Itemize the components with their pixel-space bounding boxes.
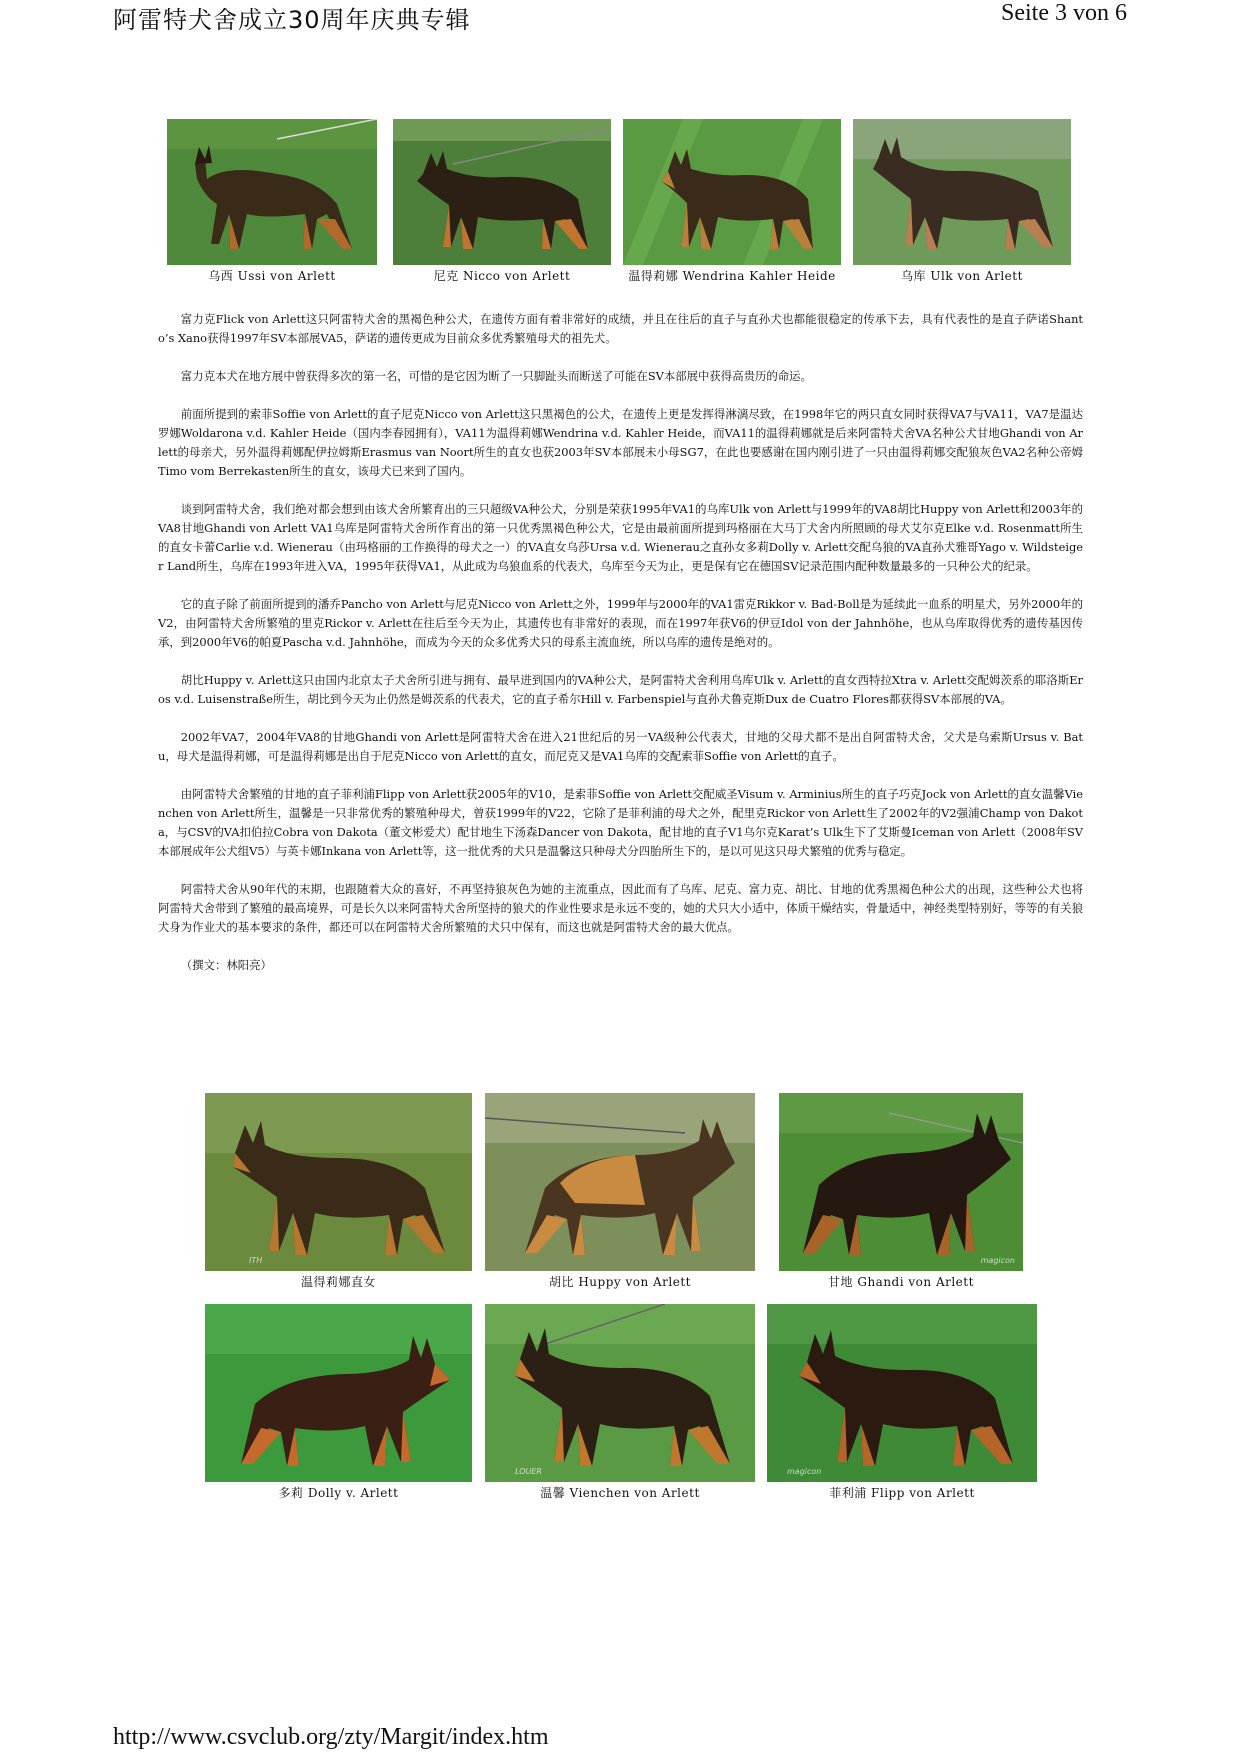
dog-photo-image <box>485 1304 755 1482</box>
photo-caption: 尼克 Nicco von Arlett <box>433 269 571 283</box>
dog-photo-image <box>779 1093 1023 1271</box>
article-paragraph: 2002年VA7，2004年VA8的甘地Ghandi von Arlett是阿雷特犬舍在进入21世纪后的另一VA级种公代表犬，甘地的父母犬都不是出自阿雷特犬舍，父犬是乌索斯Ursus v. Batu，母犬是温得莉娜，可是温得莉娜是出自于尼克Nicco von Arlett的直女，而尼克又是VA1乌库的交配索菲Soffie von Arlett的直子。 <box>158 730 1083 763</box>
dog-photo-image <box>205 1093 472 1271</box>
photo-caption: 温馨 Vienchen von Arlett <box>540 1486 700 1500</box>
article-body <box>158 310 1083 994</box>
article-paragraph: 富力克本犬在地方展中曾获得多次的第一名，可惜的是它因为断了一只脚趾头而断送了可能在SV本部展中获得高贵历的命运。 <box>180 369 812 383</box>
photo-dolly <box>205 1304 472 1501</box>
photo-caption: 胡比 Huppy von Arlett <box>549 1275 691 1289</box>
dog-photo-image <box>167 119 377 265</box>
dog-photo-image <box>853 119 1071 265</box>
dog-photo-image <box>767 1304 1037 1482</box>
article-paragraph: 前面所提到的索菲Soffie von Arlett的直子尼克Nicco von Arlett这只黑褐色的公犬，在遗传上更是发挥得淋漓尽致，在1998年它的两只直女同时获得VA7与VA11，VA7是温达罗娜Woldarona v.d. Kahler Heide（国内李春园拥有），VA11为温得莉娜Wendrina v.d. Kahler Heide，而VA11的温得莉娜就是后来阿雷特犬舍VA名种公犬甘地Ghandi von Arlett的母亲犬，另外温得莉娜配伊拉姆斯Erasmus van Noort所生的直女也获2003年SV本部展未小母SG7，在此也要感谢在国内刚引进了一只由温得莉娜交配狼灰色VA2名种公帝姆Timo vom Berrekasten所生的直女，该母犬已来到了国内。 <box>158 407 1083 478</box>
photo-caption: 乌库 Ulk von Arlett <box>901 269 1023 283</box>
photo-huppy <box>485 1093 755 1290</box>
photo-wendrina <box>623 119 841 284</box>
photo-wendrina-daughter <box>205 1093 472 1290</box>
dog-photo-image <box>623 119 841 265</box>
footer-url[interactable]: http://www.csvclub.org/zty/Margit/index.htm <box>113 1724 549 1750</box>
photo-caption: 乌西 Ussi von Arlett <box>208 269 336 283</box>
dog-photo-image <box>485 1093 755 1271</box>
photo-caption: 温得莉娜 Wendrina Kahler Heide <box>628 269 836 283</box>
dog-photo-image <box>393 119 611 265</box>
article-paragraph: 由阿雷特犬舍繁殖的甘地的直子菲利浦Flipp von Arlett获2005年的V10，是索菲Soffie von Arlett交配威圣Visum v. Arminius所生的直子巧克Jock von Arlett的直女温馨Vienchen von Arlett所生，温馨是一只非常优秀的繁殖种母犬，曾获1999年的V22，它除了是菲利浦的母犬之外，配里克Rickor von Arlett生了2002年的V2强浦Champ von Dakota，与CSV的VA扣伯拉Cobra von Dakota（董文彬爱犬）配甘地生下汤森Dancer von Dakota，配甘地的直子V1乌尔克Karat’s Ulk生下了艾斯曼Iceman von Arlett（2008年SV本部展成年公犬组V5）与英卡娜Inkana von Arlett等，这一批优秀的犬只是温馨这只种母犬分四胎所生下的，是以可见这只母犬繁殖的优秀与稳定。 <box>158 787 1083 858</box>
article-paragraph: 富力克Flick von Arlett这只阿雷特犬舍的黑褐色种公犬，在遗传方面有着非常好的成绩，并且在往后的直子与直孙犬也都能很稳定的传承下去，具有代表性的是直子萨诺Shanto’s Xano获得1997年SV本部展VA5，萨诺的遗传更成为目前众多优秀繁殖母犬的祖先犬。 <box>158 312 1083 345</box>
photo-caption: 多莉 Dolly v. Arlett <box>278 1486 399 1500</box>
dog-photo-image <box>205 1304 472 1482</box>
photo-ussi <box>167 119 377 284</box>
photo-caption: 菲利浦 Flipp von Arlett <box>829 1486 975 1500</box>
article-paragraph: 胡比Huppy v. Arlett这只由国内北京太子犬舍所引进与拥有、最早进到国内的VA种公犬，是阿雷特犬舍利用乌库Ulk v. Arlett的直女西特拉Xtra v. Arlett交配姆茨系的耶洛斯Eros v.d. Luisenstraße所生，胡比到今天为止仍然是姆茨系的代表犬，它的直子希尔Hill v. Farbenspiel与直孙犬鲁克斯Dux de Cuatro Flores都获得SV本部展的VA。 <box>158 673 1083 706</box>
photo-watermark: magicon <box>980 1256 1015 1265</box>
article-byline: （撰文：林阳亮） <box>180 958 272 972</box>
article-paragraph: 谈到阿雷特犬舍，我们绝对都会想到由该犬舍所繁育出的三只超级VA种公犬，分别是荣获1995年VA1的乌库Ulk von Arlett与1999年的VA8胡比Huppy von Arlett和2003年的VA8甘地Ghandi von Arlett VA1乌库是阿雷特犬舍所作育出的第一只优秀黑褐色种公犬，它是由最前面所提到玛格丽在大马丁犬舍内所照顾的母犬艾尔克Elke v.d. Rosenmatt所生的直女卡蕾Carlie v.d. Wienerau（由玛格丽的工作换得的母犬之一）的VA直女乌莎Ursa v.d. Wienerau之直孙女多莉Dolly v. Arlett交配乌狼的VA直孙犬雅哥Yago v. Wildsteiger Land所生，乌库在1993年进入VA，1995年获得VA1，从此成为乌狼血系的代表犬，乌库至今天为止，更是保有它在德国SV记录范围内配种数量最多的一只种公犬的纪录。 <box>158 502 1083 573</box>
photo-watermark: LOUER <box>515 1467 542 1476</box>
photo-caption: 温得莉娜直女 <box>300 1275 376 1289</box>
photo-watermark: magicon <box>787 1467 822 1476</box>
photo-caption: 甘地 Ghandi von Arlett <box>828 1275 974 1289</box>
photo-watermark: ITH <box>249 1256 263 1265</box>
page-number: Seite 3 von 6 <box>1001 0 1127 26</box>
photo-nicco <box>393 119 611 284</box>
article-paragraph: 它的直子除了前面所提到的潘乔Pancho von Arlett与尼克Nicco von Arlett之外，1999年与2000年的VA1雷克Rikkor v. Bad-Boll是为延续此一血系的明星犬，另外2000年的V2，由阿雷特犬舍所繁殖的里克Rickor v. Arlett在往后至今天为止，其遗传也有非常好的表现，而在1997年获V6的伊豆Idol von der Jahnhöhe，也从乌库取得优秀的遗传基因传承，到2000年V6的帕夏Pascha v.d. Jahnhöhe，而成为今天的众多优秀犬只的母系主流血统，所以乌库的遗传是绝对的。 <box>158 597 1083 649</box>
photo-ghandi <box>779 1093 1023 1290</box>
page-header-title: 阿雷特犬舍成立30周年庆典专辑 <box>113 6 471 34</box>
photo-flipp <box>767 1304 1037 1501</box>
photo-vienchen <box>485 1304 755 1501</box>
article-paragraph: 阿雷特犬舍从90年代的末期，也跟随着大众的喜好，不再坚持狼灰色为她的主流重点，因此而有了乌库、尼克、富力克、胡比、甘地的优秀黑褐色种公犬的出现，这些种公犬也将阿雷特犬舍带到了繁殖的最高境界，可是长久以来阿雷特犬舍所坚持的狼犬的作业性要求是永远不变的，她的犬只大小适中，体质干燥结实，骨量适中，神经类型特别好，等等的有关狼犬身为作业犬的基本要求的条件，都还可以在阿雷特犬舍所繁殖的犬只中保有，而这也就是阿雷特犬舍的最大优点。 <box>158 882 1083 934</box>
photo-ulk <box>853 119 1071 284</box>
